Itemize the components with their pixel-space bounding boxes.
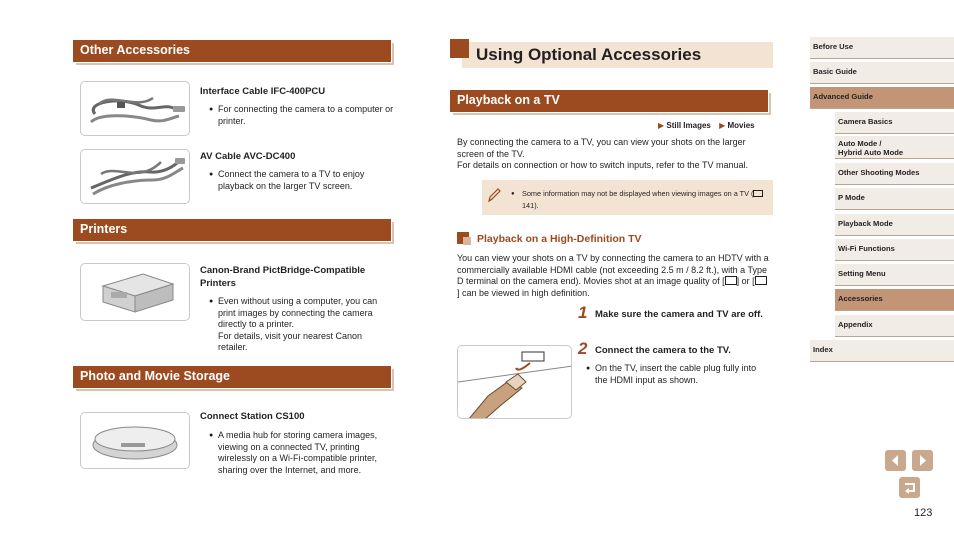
sidebar-other-shooting-modes[interactable]: Other Shooting Modes <box>835 163 954 185</box>
printer-image <box>80 263 190 321</box>
product-description: ● For connecting the camera to a computer or printer. <box>209 104 394 126</box>
usb-cable-illustration <box>81 82 189 135</box>
mode-indicators: ▶ Still Images ▶ Movies <box>658 121 755 130</box>
bullet-icon: ● <box>209 298 214 305</box>
sidebar-auto-mode[interactable]: Auto Mode / Hybrid Auto Mode <box>835 136 954 159</box>
arrow-left-icon <box>885 450 906 471</box>
storage-image <box>80 412 190 469</box>
step-instruction: Make sure the camera and TV are off. <box>595 309 763 320</box>
intro-text: By connecting the camera to a TV, you can view your shots on the larger screen of the TV. For details on connection or how to switch inputs, refer to the TV manual. <box>457 137 748 171</box>
bullet-icon: ● <box>511 191 515 197</box>
step-number: 1 <box>578 303 588 322</box>
av-cable-illustration <box>81 150 189 203</box>
bullet-icon: ● <box>209 106 214 113</box>
note-text: ● Some information may not be displayed when viewing images on a TV (141). <box>522 188 767 212</box>
product-description: ● A media hub for storing camera images, viewing on a connected TV, printing wirelessly on a Wi-Fi-compatible printer, sharing over the Internet, and more. <box>209 430 378 475</box>
page-reference-link[interactable]: 141 <box>522 201 535 210</box>
product-name: Canon-Brand PictBridge-Compatible Printers <box>200 265 366 289</box>
return-button[interactable] <box>899 477 920 498</box>
prev-page-button[interactable] <box>885 450 906 471</box>
hd-description: You can view your shots on a TV by connecting the camera to an HDTV with a commercially available HDMI cable (not exceeding 2.5 m / 8.2 ft.), with a Type D terminal on the camera end). Movies shot at an image quality of [ ] or [] can be viewed in high definition. <box>457 253 769 299</box>
connect-station-illustration <box>81 413 189 468</box>
sidebar-p-mode[interactable]: P Mode <box>835 188 954 210</box>
step-instruction: Connect the camera to the TV. <box>595 345 731 356</box>
arrow-right-icon <box>912 450 933 471</box>
sidebar-before-use[interactable]: Before Use <box>810 37 954 59</box>
sidebar-setting-menu[interactable]: Setting Menu <box>835 264 954 286</box>
step-description: ● On the TV, insert the cable plug fully into the HDMI input as shown. <box>586 363 757 385</box>
hdmi-illustration <box>457 345 572 419</box>
section-printers <box>73 219 391 241</box>
sidebar-appendix[interactable]: Appendix <box>835 315 954 337</box>
product-name: Connect Station CS100 <box>200 411 305 422</box>
sidebar-wifi-functions[interactable]: Wi-Fi Functions <box>835 239 954 261</box>
sidebar-playback-mode[interactable]: Playback Mode <box>835 214 954 236</box>
hdmi-cable-illustration <box>458 346 572 419</box>
play-triangle-icon: ▶ <box>658 121 665 130</box>
cable-image <box>80 149 190 204</box>
bullet-icon: ● <box>209 171 214 178</box>
sidebar-basic-guide[interactable]: Basic Guide <box>810 62 954 84</box>
sidebar-accessories[interactable]: Accessories <box>835 289 954 311</box>
sidebar-index[interactable]: Index <box>810 340 954 362</box>
title-marker <box>450 39 469 58</box>
page-number: 123 <box>914 507 933 519</box>
movie-quality-fhd-icon <box>725 276 737 285</box>
section-playback-tv <box>450 90 768 112</box>
section-other-accessories <box>73 40 391 62</box>
product-name: AV Cable AVC-DC400 <box>200 151 296 162</box>
subsection-marker-tint <box>463 237 471 245</box>
pencil-icon <box>486 186 502 204</box>
printer-illustration <box>81 264 189 320</box>
section-title: Photo and Movie Storage <box>80 369 231 383</box>
sidebar-advanced-guide[interactable]: Advanced Guide <box>810 87 954 109</box>
return-icon <box>899 477 920 498</box>
subsection-title: Playback on a High-Definition TV <box>477 233 642 245</box>
play-triangle-icon: ▶ <box>719 121 726 130</box>
section-title: Playback on a TV <box>457 93 560 107</box>
page-title: Using Optional Accessories <box>476 45 702 64</box>
section-photo-movie-storage <box>73 366 391 388</box>
section-title: Other Accessories <box>80 43 191 57</box>
book-icon <box>753 190 763 197</box>
section-title: Printers <box>80 222 128 236</box>
product-name: Interface Cable IFC-400PCU <box>200 86 326 97</box>
next-page-button[interactable] <box>912 450 933 471</box>
bullet-icon: ● <box>209 432 214 439</box>
product-description: ● Even without using a computer, you can print images by connecting the camera directly to a printer. For details, visit your nearest Canon retailer. <box>209 296 378 352</box>
movie-quality-hd-icon <box>755 276 767 285</box>
cable-image <box>80 81 190 136</box>
product-description: ● Connect the camera to a TV to enjoy playback on the larger TV screen. <box>209 169 365 191</box>
bullet-icon: ● <box>586 365 591 372</box>
step-number: 2 <box>578 339 588 358</box>
sidebar-camera-basics[interactable]: Camera Basics <box>835 112 954 134</box>
